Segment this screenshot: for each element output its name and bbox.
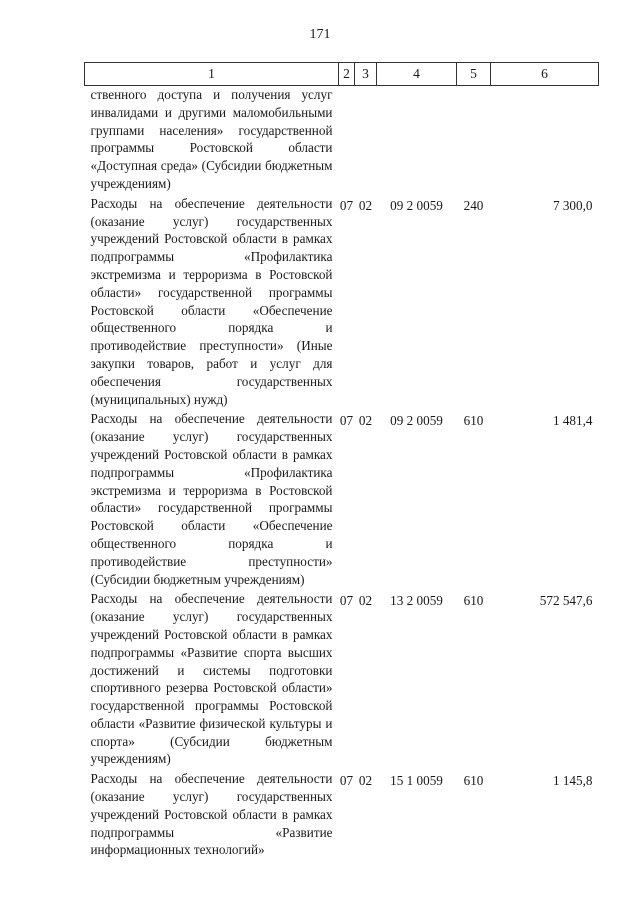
header-col-5: 5 — [457, 63, 491, 86]
row-amount: 572 547,6 — [539, 593, 593, 609]
row-subsection: 02 — [358, 197, 373, 213]
row-description: Расходы на обеспечение деятельности (оказание услуг) государственных учреждений Ростовской области в рамках подпрограммы «Профилактика экстремизма и терроризма в Ростовской области» государственной программы Ростовской области «Обеспечение общественного порядка и противодействие преступности» (Субсидии бюджетным учреждениям) — [90, 411, 333, 587]
page-number: 171 — [309, 27, 331, 42]
row-section: 07 — [339, 413, 354, 429]
row-section — [339, 86, 355, 195]
table-row — [85, 770, 599, 861]
row-amount: 1 145,8 — [552, 773, 593, 789]
row-description: Расходы на обеспечение деятельности (оказание услуг) государственных учреждений Ростовской области в рамках подпрограммы «Профилактика экстремизма и терроризма в Ростовской области» государственной программы Ростовской области «Обеспечение общественного порядка и противодействие преступности» (Иные закупки товаров, работ и услуг для обеспечения государственных (муниципальных) нужд) — [90, 195, 333, 407]
row-target-code: 09 2 0059 — [390, 413, 443, 429]
table-row — [85, 86, 599, 195]
row-section: 07 — [339, 773, 354, 789]
row-amount: 1 481,4 — [552, 413, 593, 429]
table-header-row — [85, 63, 599, 86]
header-col-2: 2 — [339, 63, 355, 86]
row-expense-type: 240 — [463, 197, 484, 213]
row-section: 07 — [339, 197, 354, 213]
header-col-1: 1 — [85, 63, 339, 86]
header-col-3: 3 — [355, 63, 377, 86]
row-description: ственного доступа и получения услуг инвалидами и другими маломобильными группами населения» государственной программы Ростовской области «Доступная среда» (Субсидии бюджетным учреждениям) — [90, 87, 333, 191]
row-target-code: 15 1 0059 — [390, 773, 443, 789]
row-subsection — [355, 86, 377, 195]
header-col-4: 4 — [377, 63, 457, 86]
row-subsection: 02 — [358, 593, 373, 609]
row-subsection: 02 — [358, 773, 373, 789]
table-row — [85, 195, 599, 411]
row-expense-type: 610 — [463, 593, 484, 609]
row-expense-type: 610 — [463, 773, 484, 789]
row-description: Расходы на обеспечение деятельности (оказание услуг) государственных учреждений Ростовской области в рамках подпрограммы «Развитие спорта высших достижений и системы подготовки спортивного резерва Ростовской области» государственной программы Ростовской области «Развитие физической культуры и спорта» (Субсидии бюджетным учреждениям) — [90, 591, 333, 767]
table-row — [85, 590, 599, 770]
row-section: 07 — [339, 593, 354, 609]
row-target-code — [377, 86, 457, 195]
row-target-code: 09 2 0059 — [390, 197, 443, 213]
row-description: Расходы на обеспечение деятельности (оказание услуг) государственных учреждений Ростовской области в рамках подпрограммы «Развитие информационных технологий» — [90, 771, 333, 858]
row-subsection: 02 — [358, 413, 373, 429]
budget-table — [84, 62, 599, 861]
row-target-code: 13 2 0059 — [390, 593, 443, 609]
table-row — [85, 410, 599, 590]
row-amount — [491, 86, 599, 195]
header-col-6: 6 — [491, 63, 599, 86]
row-amount: 7 300,0 — [552, 197, 593, 213]
row-expense-type: 610 — [463, 413, 484, 429]
row-expense-type — [457, 86, 491, 195]
